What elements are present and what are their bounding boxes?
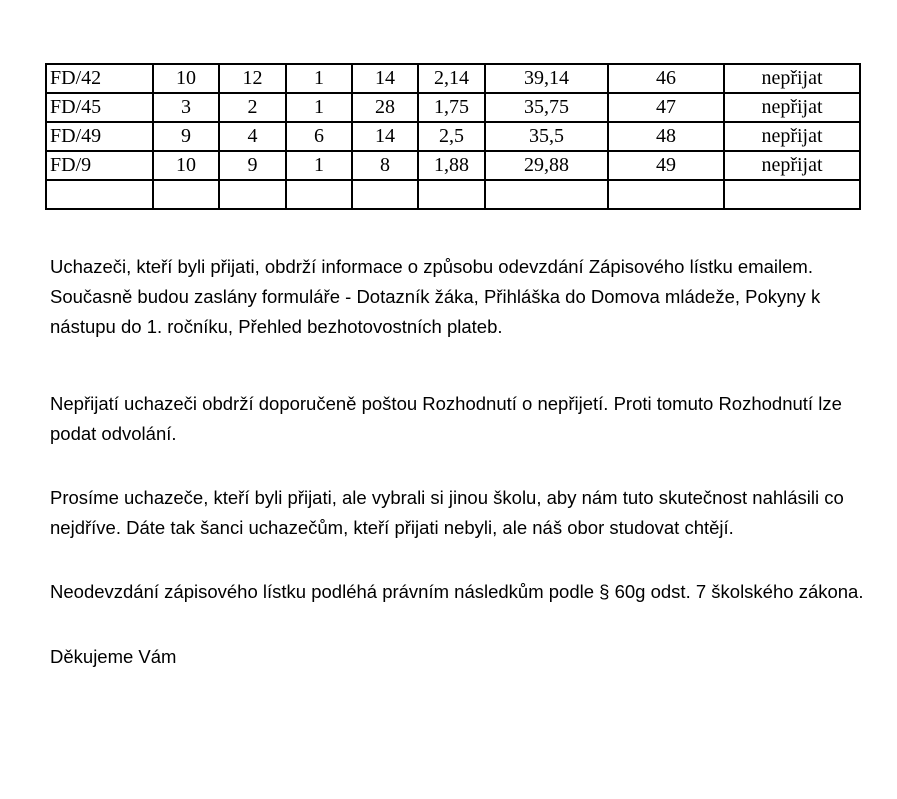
status-cell: nepřijat xyxy=(724,151,860,180)
score-cell-1: 9 xyxy=(153,122,219,151)
score-cell-4 xyxy=(352,180,418,209)
rank-cell xyxy=(608,180,724,209)
accepted-note: Uchazeči, kteří byli přijati, obdrží informace o způsobu odevzdání Zápisového lístku emailem. Současně budou zaslány formuláře - Dotazník žáka, Přihláška do Domova mládeže, Pokyny k nástupu do 1. ročníku, Přehled bezhotovostních plateb. xyxy=(50,256,821,337)
score-cell-1 xyxy=(153,180,219,209)
score-cell-5: 2,5 xyxy=(418,122,485,151)
score-cell-4: 8 xyxy=(352,151,418,180)
score-cell-3: 1 xyxy=(286,93,352,122)
table-row xyxy=(46,151,860,180)
score-cell-3 xyxy=(286,180,352,209)
score-cell-2: 4 xyxy=(219,122,286,151)
score-cell-1: 10 xyxy=(153,64,219,93)
applicant-code-cell xyxy=(46,180,153,209)
results-table xyxy=(45,63,861,210)
status-cell xyxy=(724,180,860,209)
score-cell-4: 14 xyxy=(352,122,418,151)
table-body xyxy=(46,64,860,209)
status-cell: nepřijat xyxy=(724,64,860,93)
applicant-code-cell: FD/45 xyxy=(46,93,153,122)
score-cell-5: 1,88 xyxy=(418,151,485,180)
status-cell: nepřijat xyxy=(724,122,860,151)
score-cell-2: 12 xyxy=(219,64,286,93)
notes-section xyxy=(50,252,870,672)
rank-cell: 46 xyxy=(608,64,724,93)
score-cell-2: 9 xyxy=(219,151,286,180)
score-cell-5: 1,75 xyxy=(418,93,485,122)
total-score-cell: 35,5 xyxy=(485,122,608,151)
rejected-note: Nepřijatí uchazeči obdrží doporučeně poštou Rozhodnutí o nepřijetí. Proti tomuto Rozhodnutí lze podat odvolání. xyxy=(50,393,842,444)
table-row xyxy=(46,64,860,93)
score-cell-1: 3 xyxy=(153,93,219,122)
score-cell-3: 1 xyxy=(286,64,352,93)
score-cell-2: 2 xyxy=(219,93,286,122)
total-score-cell: 35,75 xyxy=(485,93,608,122)
table-row xyxy=(46,122,860,151)
status-cell: nepřijat xyxy=(724,93,860,122)
rank-cell: 47 xyxy=(608,93,724,122)
total-score-cell xyxy=(485,180,608,209)
score-cell-3: 1 xyxy=(286,151,352,180)
total-score-cell: 39,14 xyxy=(485,64,608,93)
score-cell-2 xyxy=(219,180,286,209)
table-row xyxy=(46,93,860,122)
table-row xyxy=(46,180,860,209)
rank-cell: 48 xyxy=(608,122,724,151)
score-cell-1: 10 xyxy=(153,151,219,180)
request-note: Prosíme uchazeče, kteří byli přijati, ale vybrali si jinou školu, aby nám tuto skutečnost nahlásili co nejdříve. Dáte tak šanci uchazečům, kteří přijati nebyli, ale náš obor studovat chtějí. xyxy=(50,487,844,538)
total-score-cell: 29,88 xyxy=(485,151,608,180)
rank-cell: 49 xyxy=(608,151,724,180)
score-cell-5: 2,14 xyxy=(418,64,485,93)
score-cell-4: 28 xyxy=(352,93,418,122)
applicant-code-cell: FD/49 xyxy=(46,122,153,151)
applicant-code-cell: FD/9 xyxy=(46,151,153,180)
score-cell-5 xyxy=(418,180,485,209)
penalty-note: Neodevzdání zápisového lístku podléhá právním následkům podle § 60g odst. 7 školského zákona. xyxy=(50,581,864,602)
applicant-code-cell: FD/42 xyxy=(46,64,153,93)
thanks-note: Děkujeme Vám xyxy=(50,646,177,667)
score-cell-4: 14 xyxy=(352,64,418,93)
score-cell-3: 6 xyxy=(286,122,352,151)
